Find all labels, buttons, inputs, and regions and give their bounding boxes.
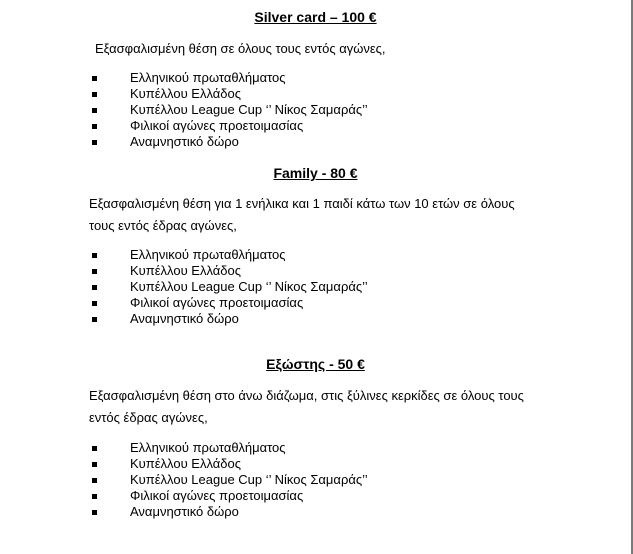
- bullet-icon: [92, 108, 97, 113]
- balcony-description-line-2: εντός έδρας αγώνες,: [89, 410, 208, 425]
- balcony-title: Εξώστης - 50 €: [266, 356, 365, 372]
- silver-card-description: Εξασφαλισμένη θέση σε όλους τους εντός αγώνες,: [95, 41, 386, 56]
- bullet-icon: [92, 124, 97, 129]
- silver-card-title: Silver card – 100 €: [254, 9, 377, 25]
- bullet-icon: [92, 317, 97, 322]
- bullet-icon: [92, 92, 97, 97]
- family-description-line-1: Εξασφαλισμένη θέση για 1 ενήλικα και 1 παιδί κάτω των 10 ετών σε όλους: [89, 196, 515, 211]
- bullet-icon: [92, 253, 97, 258]
- bullet-icon: [92, 76, 97, 81]
- balcony-description-line-1: Εξασφαλισμένη θέση στο άνω διάζωμα, στις ξύλινες κερκίδες σε όλους τους: [89, 388, 524, 403]
- bullet-icon: [92, 446, 97, 451]
- family-description-line-2: τους εντός έδρας αγώνες,: [89, 218, 237, 233]
- bullet-icon: [92, 269, 97, 274]
- bullet-icon: [92, 140, 97, 145]
- bullet-icon: [92, 301, 97, 306]
- bullet-icon: [92, 285, 97, 290]
- bullet-icon: [92, 494, 97, 499]
- bullet-icon: [92, 510, 97, 515]
- bullet-icon: [92, 462, 97, 467]
- family-title: Family - 80 €: [273, 165, 358, 181]
- bullet-icon: [92, 478, 97, 483]
